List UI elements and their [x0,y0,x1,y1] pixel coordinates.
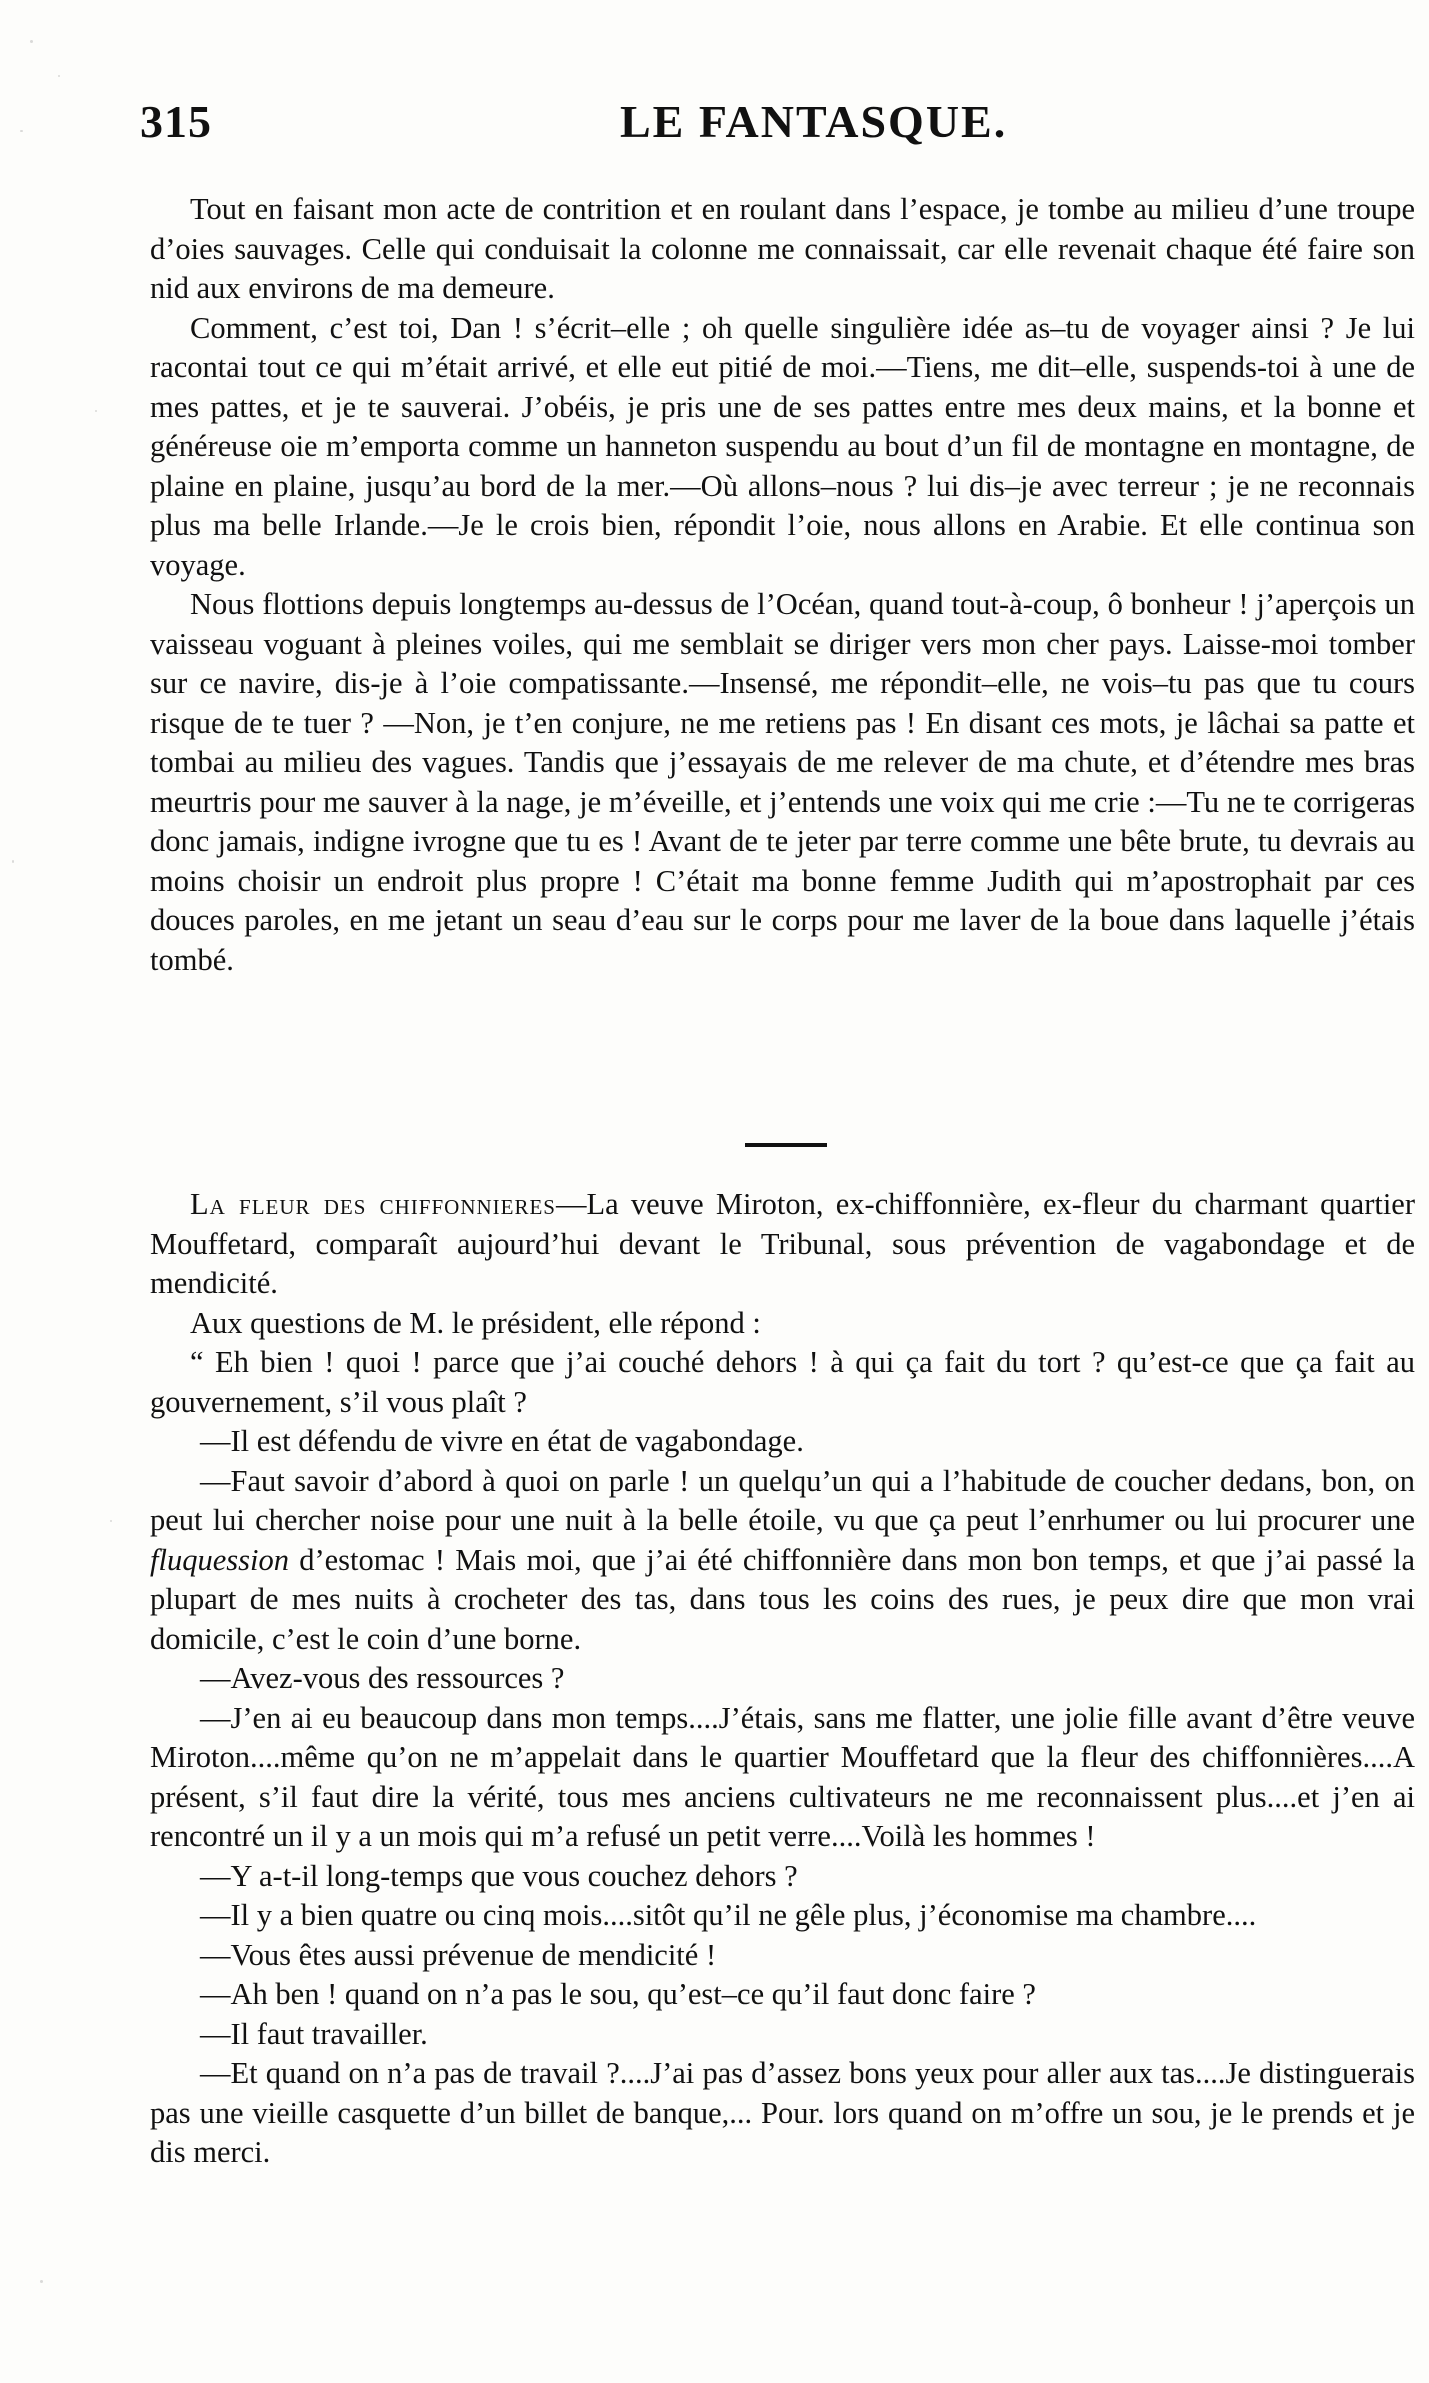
print-speck [58,75,60,77]
dialogue-line: —Et quand on n’a pas de travail ?....J’ai pas d’assez bons yeux pour aller aux tas....Je distinguerais pas une vieille casquette d’un billet de banque,... Pour. lors quand on m’offre un sou, je le prends et je dis merci. [150,2056,1415,2169]
dialogue-text: —Faut savoir d’abord à quoi on parle ! un quelqu’un qui a l’habitude de coucher dedans, bon, on peut lui chercher noise pour une nuit à la belle étoile, vu que ça peut l’enrhumer ou lui procurer une [150,1463,1415,1537]
story-paragraph: Nous flottions depuis longtemps au-dessus de l’Océan, quand tout-à-coup, ô bonheur ! j’aperçois un vaisseau voguant à pleines voiles, qui me semblait se diriger vers mon cher pays. Laisse-moi tomber sur ce navire, dis-je à l’oie compatissante.—Insensé, me répondit–elle, ne vois–tu pas que tu cours risque de te tuer ? —Non, je t’en conjure, ne me retiens pas ! En disant ces mots, je lâchai sa patte et tombai au milieu des vagues. Tandis que j’essayais de me relever de ma chute, et d’étendre mes bras meurtris pour me sauver à la nage, je m’éveille, et j’entends une voix qui me crie :—Tu ne te corrigeras donc jamais, indigne ivrogne que tu es ! Avant de te jeter par terre comme une bête brute, tu devrais au moins choisir un endroit plus propre ! C’était ma bonne femme Judith qui m’apostrophait par ces douces paroles, en me jetant un seau d’eau sur le corps pour me laver de la boue dans laquelle j’étais tombé. [150,587,1415,977]
print-speck [30,40,33,43]
story-continuation [150,190,1415,980]
dialogue-line: —Avez-vous des ressources ? [200,1661,565,1695]
running-title: LE FANTASQUE. [620,96,1008,147]
court-article [150,1185,1415,2173]
print-speck [40,2280,43,2283]
dialogue-line: —Il y a bien quatre ou cinq mois....sitôt qu’il ne gêle plus, j’économise ma chambre.... [200,1898,1257,1932]
dialogue-line: —Y a-t-il long-temps que vous couchez dehors ? [200,1858,798,1893]
story-paragraph: Comment, c’est toi, Dan ! s’écrit–elle ; oh quelle singulière idée as–tu de voyager ainsi ? Je lui racontai tout ce qui m’était arrivé, et elle eut pitié de moi.—Tiens, me dit–elle, suspends-toi à une de mes pattes, et je te sauverai. J’obéis, je pris une de ses pattes entre mes deux mains, et la bonne et généreuse oie m’emporta comme un hanneton suspendu au bout d’un fil de montagne en montagne, de plaine en plaine, jusqu’au bord de la mer.—Où allons–nous ? lui dis–je avec terreur ; je ne reconnais plus ma belle Irlande.—Je le crois bien, répondit l’oie, nous allons en Arabie. Et elle continua son voyage. [150,310,1415,582]
dialogue-line: —Il faut travailler. [200,2016,428,2051]
dialogue-line: —J’en ai eu beaucoup dans mon temps....J’étais, sans me flatter, une jolie fille avant d’être veuve Miroton....même qu’on ne m’appelait dans le quartier Mouffetard que la fleur des chiffonnières....A présent, s’il faut dire la vérité, tous mes anciens cultivateurs ne me reconnaissent plus....et j’en ai rencontré un il y a un mois qui m’a refusé un petit verre....Voilà les hommes ! [150,1700,1415,1853]
article-intro-paragraph [150,1185,1415,1304]
section-separator [745,1143,827,1147]
print-speck [12,860,14,863]
print-speck [110,1520,112,1522]
page-number: 315 [140,96,212,147]
article-heading: La fleur des chiffonnieres [190,1187,556,1221]
dialogue-line: —Vous êtes aussi prévenue de mendicité ! [200,1937,717,1972]
page-header [140,95,1420,155]
story-paragraph: Tout en faisant mon acte de contrition et en roulant dans l’espace, je tombe au milieu d’une troupe d’oies sauvages. Celle qui conduisait la colonne me connaissait, car elle revenait chaque été faire son nid aux environs de ma demeure. [150,192,1415,305]
print-speck [95,410,97,412]
dialogue-line: —Ah ben ! quand on n’a pas le sou, qu’est–ce qu’il faut donc faire ? [200,1977,1036,2011]
article-intro: —La veuve Miroton, ex-chiffonnière, ex-fleur du charmant quartier Mouffetard, comparaît aujourd’hui devant le Tribunal, sous prévention de vagabondage et de mendicité. [150,1187,1415,1300]
dialogue-line [150,1462,1415,1660]
dialogue-line: —Il est défendu de vivre en état de vagabondage. [200,1424,804,1458]
print-speck [20,130,23,132]
dialogue-text: d’estomac ! Mais moi, que j’ai été chiffonnière dans mon bon temps, et que j’ai passé la plupart de mes nuits à crocheter des tas, dans tous les coins des rues, je peux dire que mon vrai domicile, c’est le coin d’une borne. [150,1542,1415,1656]
italic-word: fluquession [150,1542,289,1577]
article-question-line: Aux questions de M. le président, elle répond : [190,1305,761,1340]
dialogue-line: “ Eh bien ! quoi ! parce que j’ai couché dehors ! à qui ça fait du tort ? qu’est-ce que ça fait au gouvernement, s’il vous plaît ? [150,1345,1415,1419]
